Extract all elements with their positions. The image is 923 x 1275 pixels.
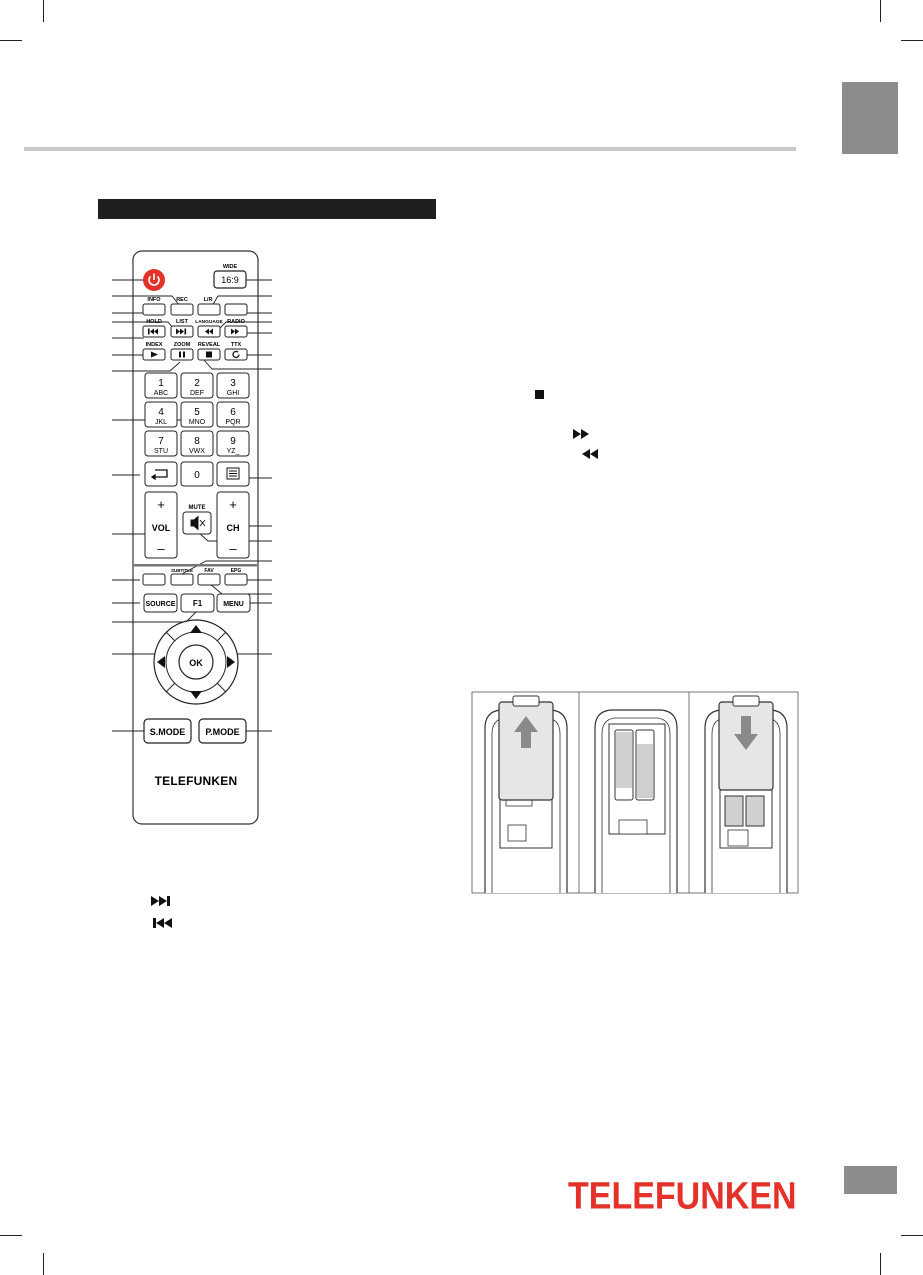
radio-label: RADIO — [227, 319, 245, 325]
number-digit: 9 — [230, 436, 236, 447]
ttx-label: TTX — [230, 342, 242, 348]
language-label: LANGUAGE — [195, 320, 223, 325]
volume-label: VOL — [151, 523, 171, 533]
info-label: INFO — [147, 297, 161, 303]
number-pad — [145, 373, 249, 456]
subtitle-label: SUBTITLE — [171, 568, 193, 573]
wide-button-label: 16:9 — [221, 275, 239, 285]
volume-down-label: – — [157, 541, 165, 556]
volume-up-label: + — [157, 497, 165, 512]
wide-label: WIDE — [222, 264, 238, 270]
mute-label: MUTE — [188, 505, 206, 511]
reveal-label: REVEAL — [197, 342, 221, 348]
remote-brand-logo: TELEFUNKEN — [154, 774, 238, 788]
list-label: LIST — [176, 319, 188, 325]
number-letters: STU — [154, 448, 168, 455]
number-digit: 8 — [194, 436, 200, 447]
stop-icon — [206, 352, 212, 358]
number-letters: DEF — [190, 390, 204, 397]
replace-cover-illustration — [705, 696, 787, 893]
rec-button[interactable] — [171, 304, 193, 315]
battery-icon — [725, 796, 743, 826]
picture-mode-label: P.MODE — [205, 727, 240, 737]
number-letters: ABC — [153, 390, 169, 397]
number-digit: 7 — [158, 436, 164, 447]
number-letters: VWX — [189, 448, 205, 455]
number-letters: GHI — [226, 390, 240, 397]
info-button[interactable] — [143, 304, 165, 315]
hold-label: HOLD — [146, 319, 162, 325]
number-digit: 6 — [230, 407, 236, 418]
recall-button[interactable] — [145, 462, 177, 486]
number-letters: JKL — [154, 419, 168, 426]
lr-button[interactable] — [198, 304, 220, 315]
number-letters: PQR — [225, 419, 241, 426]
insert-batteries-illustration — [595, 710, 677, 893]
lr-label: L/R — [203, 297, 213, 303]
number-digit: 3 — [230, 378, 236, 389]
f1-label: F1 — [192, 599, 203, 608]
fav-label: FAV — [204, 568, 214, 574]
number-digit: 1 — [158, 378, 164, 389]
menu-label: MENU — [223, 601, 244, 608]
remove-cover-illustration — [485, 696, 567, 893]
epg-label: EPG — [230, 568, 242, 574]
rec-label: REC — [176, 297, 188, 303]
brand-logo: TELEFUNKEN — [568, 1174, 797, 1218]
number-digit: 5 — [194, 407, 200, 418]
zoom-label: ZOOM — [173, 342, 191, 348]
number-digit: 0 — [194, 470, 200, 481]
red-function-button[interactable] — [143, 574, 165, 585]
sound-mode-label: S.MODE — [149, 727, 186, 737]
number-letters: MNO — [188, 419, 206, 426]
navigation-pad — [154, 620, 238, 704]
fav-button[interactable] — [198, 574, 220, 585]
remote-divider — [134, 564, 257, 567]
battery-installation-diagram — [470, 690, 800, 895]
channel-label: CH — [226, 523, 240, 533]
pause-button[interactable] — [171, 349, 193, 360]
ttx-button[interactable] — [225, 349, 247, 360]
number-digit: 2 — [194, 378, 200, 389]
channel-up-label: + — [229, 497, 237, 512]
number-letters: YZ_ — [226, 448, 240, 455]
battery-icon — [746, 796, 764, 826]
index-label: INDEX — [145, 342, 163, 348]
blank-button[interactable] — [225, 304, 247, 315]
channel-down-label: – — [229, 541, 237, 556]
source-label: SOURCE — [145, 601, 176, 608]
number-digit: 4 — [158, 407, 164, 418]
ok-label: OK — [189, 658, 203, 668]
subtitle-button[interactable] — [171, 574, 193, 585]
epg-button[interactable] — [225, 574, 247, 585]
